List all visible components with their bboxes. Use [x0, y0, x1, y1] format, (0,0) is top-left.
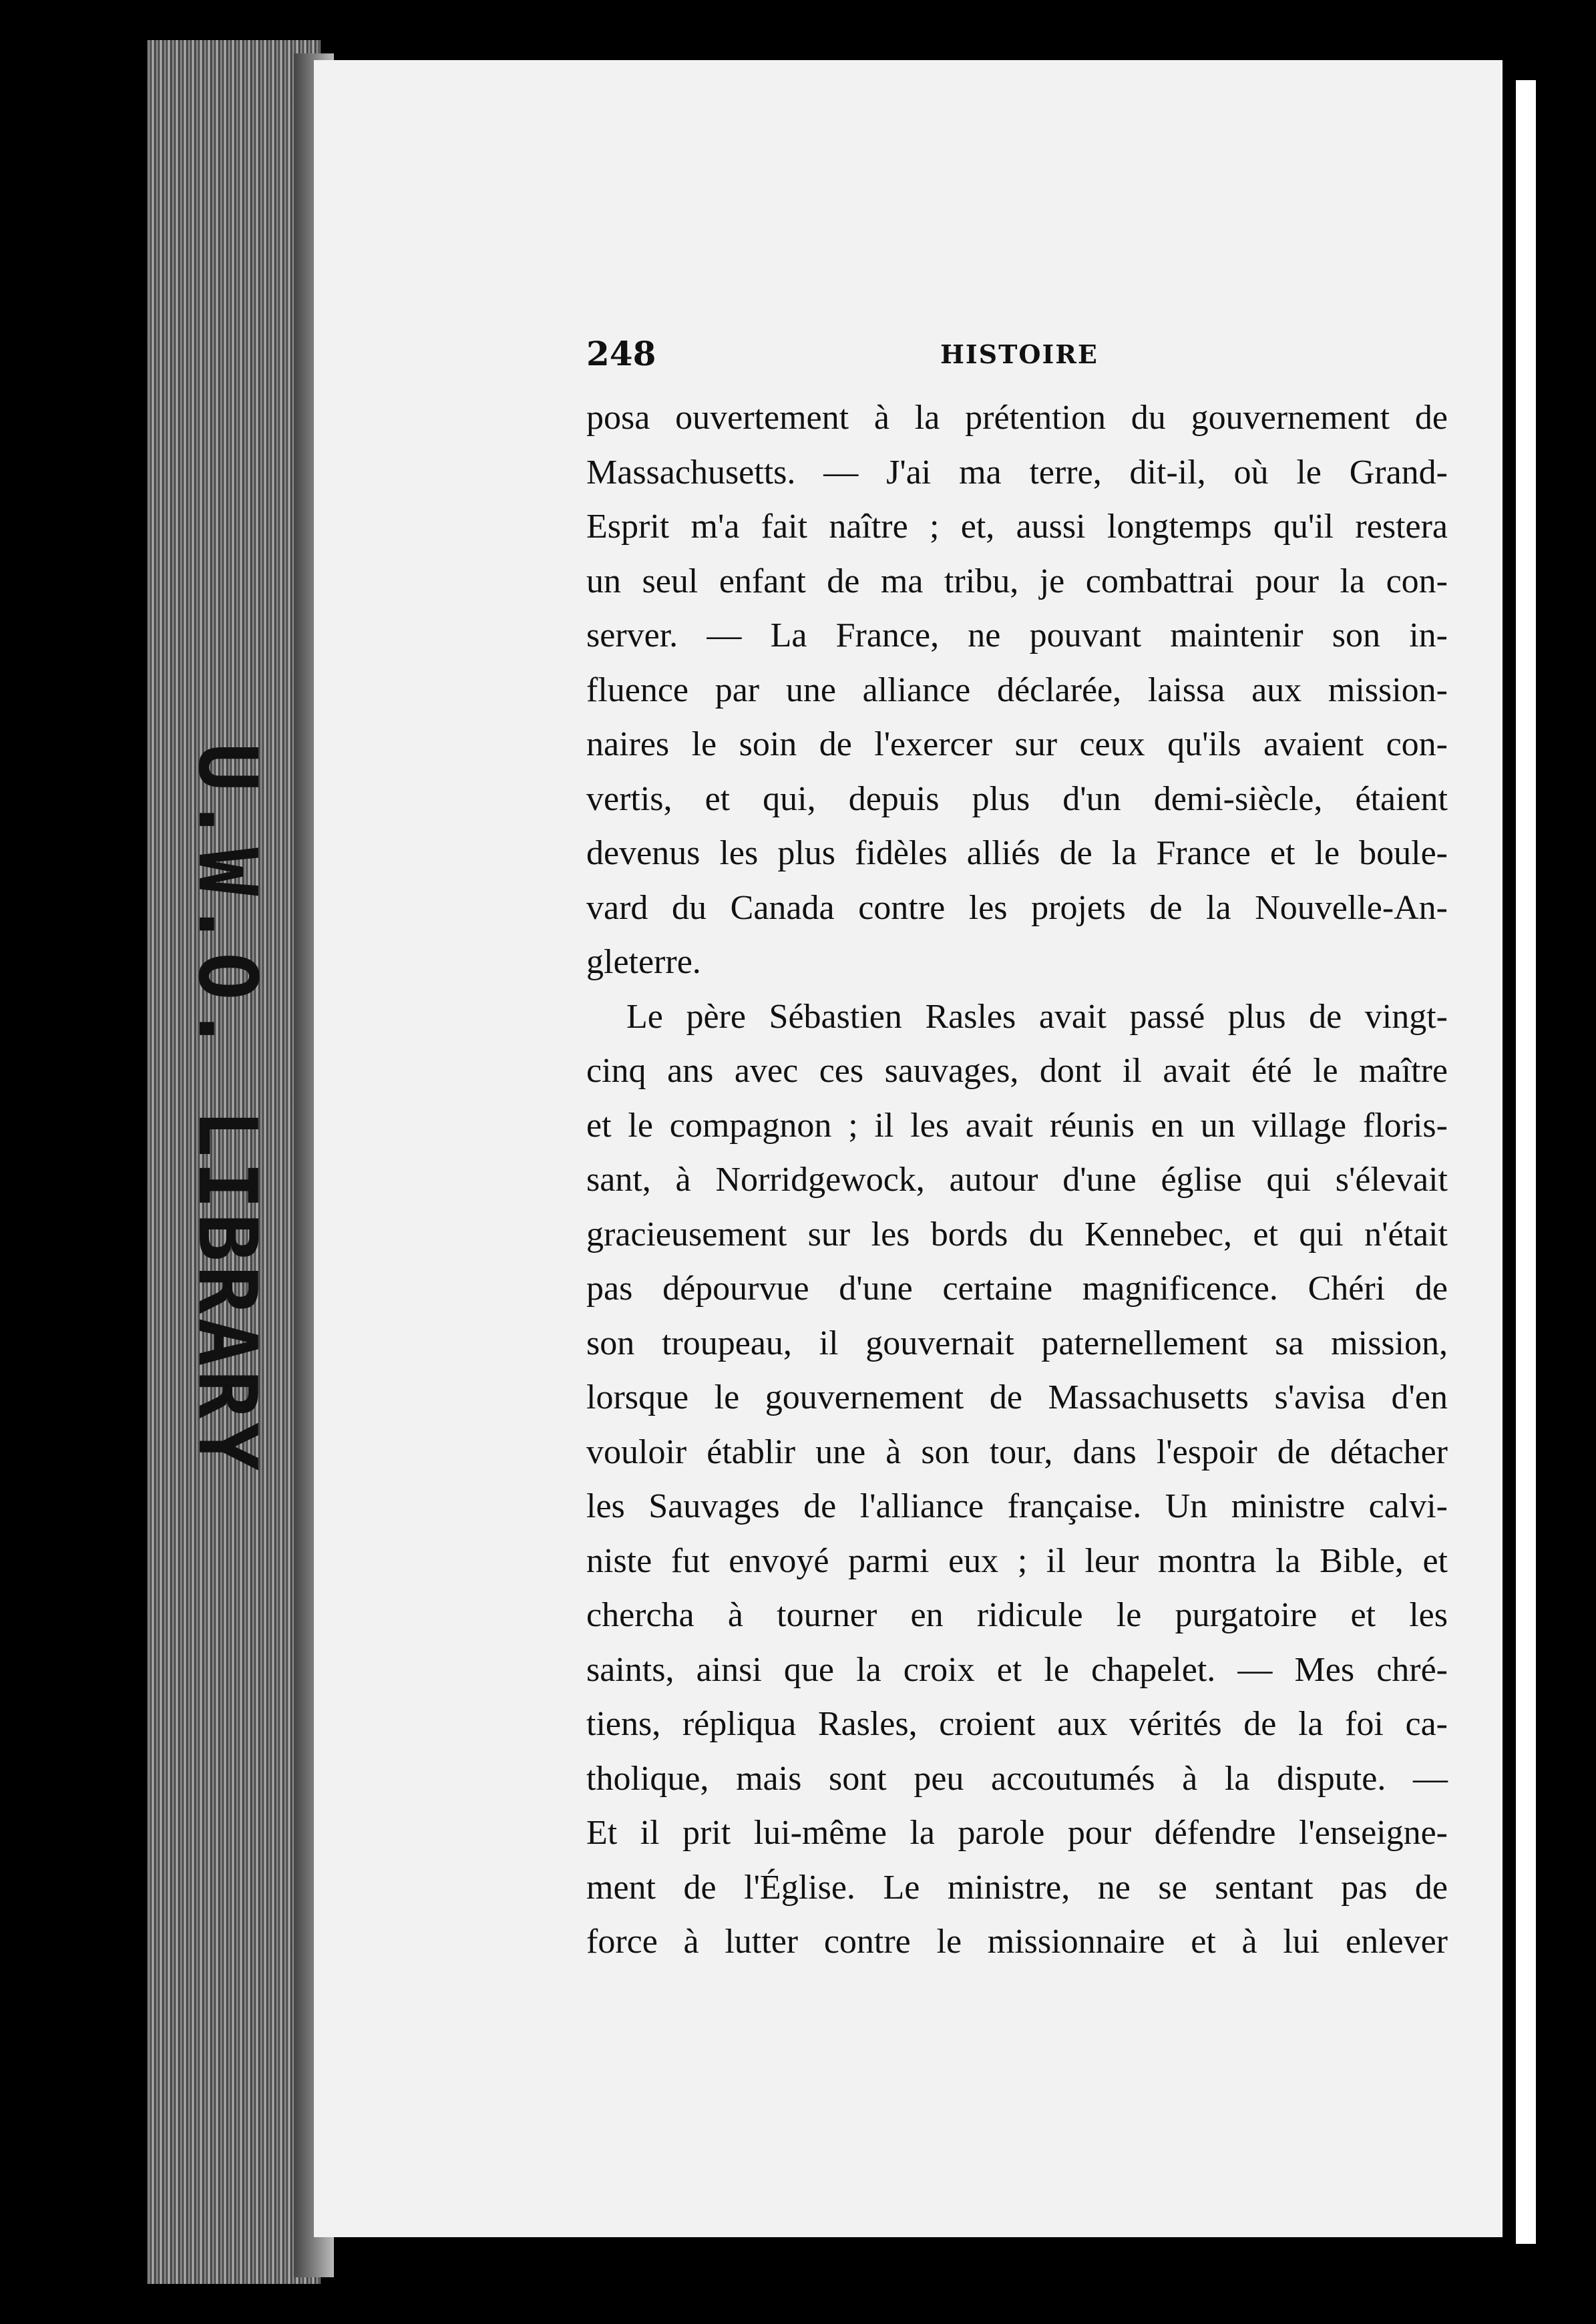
text-line: Esprit m'a fait naître ; et, aussi longtemps qu'il restera [586, 508, 1448, 546]
text-line: gleterre. [586, 943, 701, 981]
text-line: niste fut envoyé parmi eux ; il leur montra la Bible, et [586, 1541, 1448, 1580]
body-text [586, 391, 1448, 1969]
text-line: un seul enfant de ma tribu, je combattrai pour la con- [586, 562, 1448, 600]
text-line: Le père Sébastien Rasles avait passé plus de vingt- [626, 997, 1448, 1036]
page-number: 248 [586, 334, 656, 373]
text-line: ment de l'Église. Le ministre, ne se sentant pas de [586, 1868, 1448, 1907]
text-line: force à lutter contre le missionnaire et à lui enlever [586, 1923, 1448, 1961]
text-line: Et il prit lui-même la parole pour défendre l'enseigne- [586, 1814, 1448, 1852]
text-line: vertis, et qui, depuis plus d'un demi-siècle, étaient [586, 779, 1448, 818]
text-line: cinq ans avec ces sauvages, dont il avait été le maître [586, 1052, 1448, 1090]
text-line: posa ouvertement à la prétention du gouvernement de [586, 399, 1448, 437]
text-line: sant, à Norridgewock, autour d'une église qui s'élevait [586, 1161, 1448, 1199]
text-line: pas dépourvue d'une certaine magnificence. Chéri de [586, 1270, 1448, 1308]
text-line: vard du Canada contre les projets de la Nouvelle-An- [586, 888, 1448, 927]
text-line: tholique, mais sont peu accoutumés à la dispute. — [586, 1759, 1448, 1798]
library-stamp [174, 743, 280, 1475]
text-line: lorsque le gouvernement de Massachusetts s'avisa d'en [586, 1378, 1448, 1416]
text-line: fluence par une alliance déclarée, laissa aux mission- [586, 670, 1448, 709]
library-stamp-text: U.W.O. LIBRARY [180, 743, 274, 1475]
text-line: server. — La France, ne pouvant maintenir son in- [586, 616, 1448, 654]
text-line: chercha à tourner en ridicule le purgatoire et les [586, 1596, 1448, 1634]
page-header [586, 334, 1454, 387]
text-line: son troupeau, il gouvernait paternellement sa mission, [586, 1324, 1448, 1362]
text-line: tiens, répliqua Rasles, croient aux vérités de la foi ca- [586, 1705, 1448, 1743]
facing-page-edge [1516, 80, 1536, 2244]
text-line: Massachusetts. — J'ai ma terre, dit-il, où le Grand- [586, 453, 1448, 492]
running-head: HISTOIRE [940, 339, 1099, 369]
text-line: et le compagnon ; il les avait réunis en un village floris- [586, 1106, 1448, 1145]
text-line: saints, ainsi que la croix et le chapelet. — Mes chré- [586, 1650, 1448, 1689]
paragraph-2 [586, 990, 1448, 1969]
text-line: gracieusement sur les bords du Kennebec, et qui n'était [586, 1215, 1448, 1253]
text-line: devenus les plus fidèles alliés de la France et le boule- [586, 834, 1448, 872]
text-line: les Sauvages de l'alliance française. Un ministre calvi- [586, 1487, 1448, 1525]
text-line: vouloir établir une à son tour, dans l'espoir de détacher [586, 1432, 1448, 1471]
paragraph-1 [586, 391, 1448, 990]
text-line: naires le soin de l'exercer sur ceux qu'ils avaient con- [586, 725, 1448, 763]
